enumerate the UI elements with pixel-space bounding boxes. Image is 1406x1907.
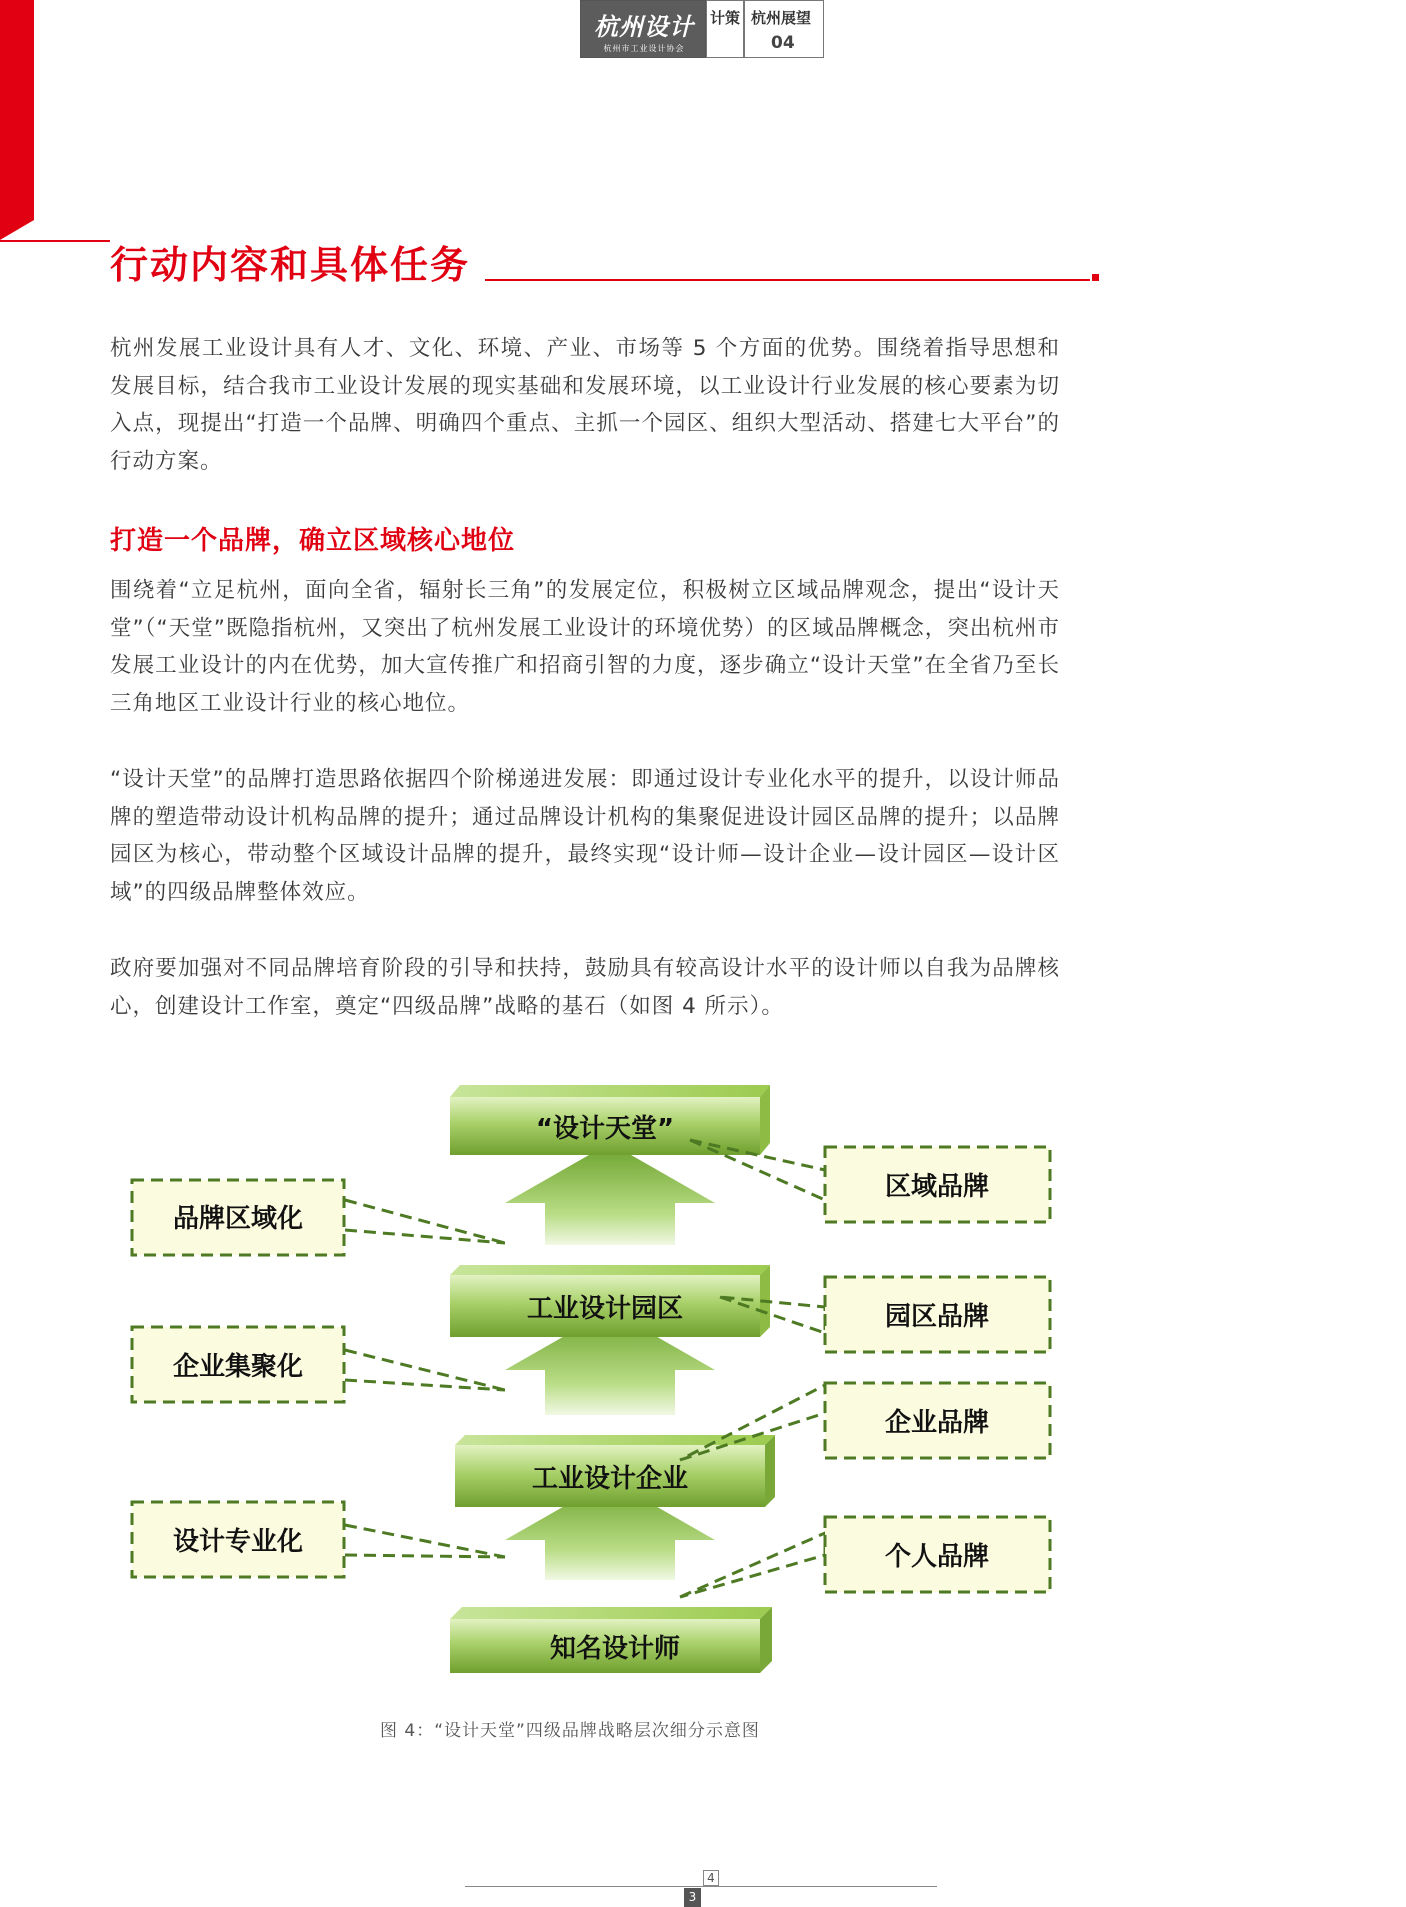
logo <box>580 0 706 58</box>
left-red-bar <box>0 0 34 240</box>
paragraph-intro: 杭州发展工业设计具有人才、文化、环境、产业、市场等 5 个方面的优势。围绕着指导思想和发展目标，结合我市工业设计发展的现实基础和发展环境，以工业设计行业发展的核心要素为切入点，现提出“打造一个品牌、明确四个重点、主抓一个园区、组织大型活动、搭建七大平台”的行动方案。 <box>110 336 1060 474</box>
header-section-number: 04 <box>771 33 795 53</box>
right-label-1: 区域品牌 <box>884 1172 990 1202</box>
left-red-rule <box>0 240 110 242</box>
paragraph-government: 政府要加强对不同品牌培育阶段的引导和扶持，鼓励具有较高设计水平的设计师以自我为品牌核心，创建设计工作室，奠定“四级品牌”战略的基石（如图 4 所示）。 <box>110 956 1060 1019</box>
right-label-2: 园区品牌 <box>884 1302 990 1332</box>
title-dot <box>1092 274 1099 281</box>
footer-page-box-top: 4 <box>703 1870 719 1886</box>
logo-title: 杭州设计 <box>594 12 694 41</box>
level-label-4: 知名设计师 <box>549 1634 681 1664</box>
paragraph-brand-ladder: “设计天堂”的品牌打造思路依据四个阶梯递进发展：即通过设计专业化水平的提升，以设计师品牌的塑造带动设计机构品牌的提升；通过品牌设计机构的集聚促进设计园区品牌的提升；以品牌园区为核心，带动整个区域设计品牌的提升，最终实现“设计师—设计企业—设计园区—设计区域”的四级品牌整体效应。 <box>110 767 1060 905</box>
header-cell-plan-label: 计策 <box>710 9 741 27</box>
section-subheading: 打造一个品牌，确立区域核心地位 <box>110 526 516 556</box>
header-cell-plan <box>706 0 744 58</box>
paragraph-positioning: 围绕着“立足杭州，面向全省，辐射长三角”的发展定位，积极树立区域品牌观念，提出“设计天堂”（“天堂”既隐指杭州，又突出了杭州发展工业设计的环境优势）的区域品牌概念，突出杭州市发展工业设计的内在优势，加大宣传推广和招商引智的力度，逐步确立“设计天堂”在全省乃至长三角地区工业设计行业的核心地位。 <box>110 578 1060 716</box>
level-label-3: 工业设计企业 <box>531 1464 689 1494</box>
level-label-1: “设计天堂” <box>535 1114 675 1144</box>
header-section-label: 杭州展望 <box>751 9 812 27</box>
figure-caption: 图 4：“设计天堂”四级品牌战略层次细分示意图 <box>380 1721 760 1741</box>
right-label-3: 企业品牌 <box>884 1408 990 1438</box>
page-title: 行动内容和具体任务 <box>110 243 471 287</box>
left-label-3: 设计专业化 <box>172 1527 304 1557</box>
left-label-2: 企业集聚化 <box>172 1352 304 1382</box>
level-label-2: 工业设计园区 <box>526 1294 684 1324</box>
brand-hierarchy-diagram <box>120 1085 1060 1685</box>
page-number: 3 <box>684 1888 701 1907</box>
title-underline <box>485 279 1090 281</box>
left-label-1: 品牌区域化 <box>172 1204 304 1234</box>
up-arrow-top <box>505 1143 715 1245</box>
header-badge <box>580 0 824 58</box>
logo-subtitle: 杭州市工业设计协会 <box>603 44 685 53</box>
right-label-4: 个人品牌 <box>884 1542 990 1572</box>
header-cell-section <box>744 0 824 58</box>
footer-rule <box>465 1886 937 1887</box>
